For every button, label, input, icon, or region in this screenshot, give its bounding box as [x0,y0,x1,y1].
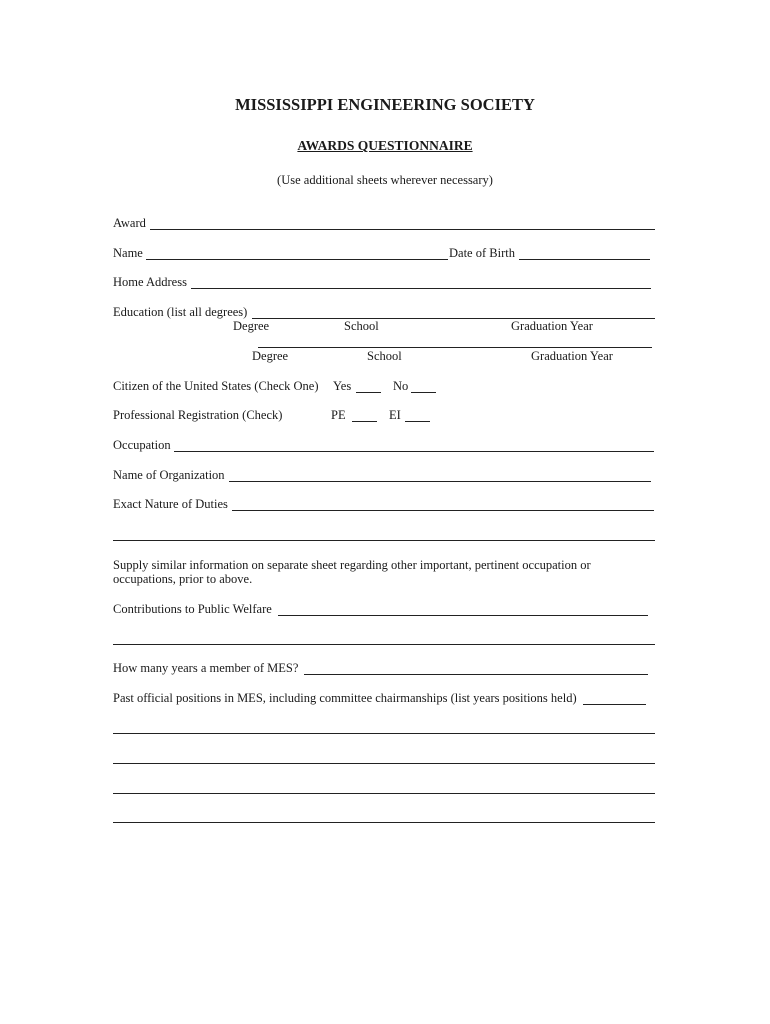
years-member-label: How many years a member of MES? [113,661,299,675]
contributions-field-2[interactable] [113,644,655,645]
organization-label: Name of Organization [113,468,225,482]
ei-checkbox[interactable] [405,421,430,422]
graduation-year-caption-2: Graduation Year [531,349,613,363]
education-field-1[interactable] [252,318,655,319]
graduation-year-caption-1: Graduation Year [511,319,593,333]
school-caption-1: School [344,319,379,333]
yes-checkbox[interactable] [356,392,381,393]
degree-caption-1: Degree [233,319,270,333]
page-subtitle [0,138,770,154]
education-field-2[interactable] [258,347,652,348]
name-field[interactable] [146,259,448,260]
occupation-label: Occupation [113,438,171,452]
dob-label: Date of Birth [449,246,515,260]
contributions-label: Contributions to Public Welfare [113,602,272,616]
award-label: Award [113,216,146,230]
past-positions-field-5[interactable] [113,822,655,823]
subtitle-text: AWARDS QUESTIONNAIRE [297,138,473,153]
ei-label: EI [389,408,401,422]
pe-label: PE [331,408,346,422]
prof-reg-label: Professional Registration (Check) [113,408,283,422]
award-field[interactable] [150,229,655,230]
occupation-field[interactable] [174,451,654,452]
past-positions-field-2[interactable] [113,733,655,734]
past-positions-field-4[interactable] [113,793,655,794]
citizen-label: Citizen of the United States (Check One) [113,379,319,393]
duties-field-1[interactable] [232,510,654,511]
past-positions-label: Past official positions in MES, including committee chairmanships (list years positions held) [113,691,577,705]
supply-note-line-1: Supply similar information on separate sheet regarding other important, pertinent occupation or [113,558,591,572]
home-address-field[interactable] [191,288,651,289]
page-title: MISSISSIPPI ENGINEERING SOCIETY [235,95,535,114]
duties-label: Exact Nature of Duties [113,497,228,511]
past-positions-field-1[interactable] [583,704,646,705]
supply-note-line-2: occupations, prior to above. [113,572,253,586]
education-label: Education (list all degrees) [113,305,248,319]
yes-label: Yes [333,379,352,393]
name-label: Name [113,246,143,260]
organization-field[interactable] [229,481,651,482]
years-member-field[interactable] [304,674,648,675]
no-checkbox[interactable] [411,392,436,393]
dob-field[interactable] [519,259,650,260]
contributions-field-1[interactable] [278,615,648,616]
pe-checkbox[interactable] [352,421,377,422]
degree-caption-2: Degree [252,349,289,363]
school-caption-2: School [367,349,402,363]
duties-field-2[interactable] [113,540,655,541]
no-label: No [393,379,409,393]
home-address-label: Home Address [113,275,187,289]
past-positions-field-3[interactable] [113,763,655,764]
instructions-note: (Use additional sheets wherever necessary) [277,173,493,187]
